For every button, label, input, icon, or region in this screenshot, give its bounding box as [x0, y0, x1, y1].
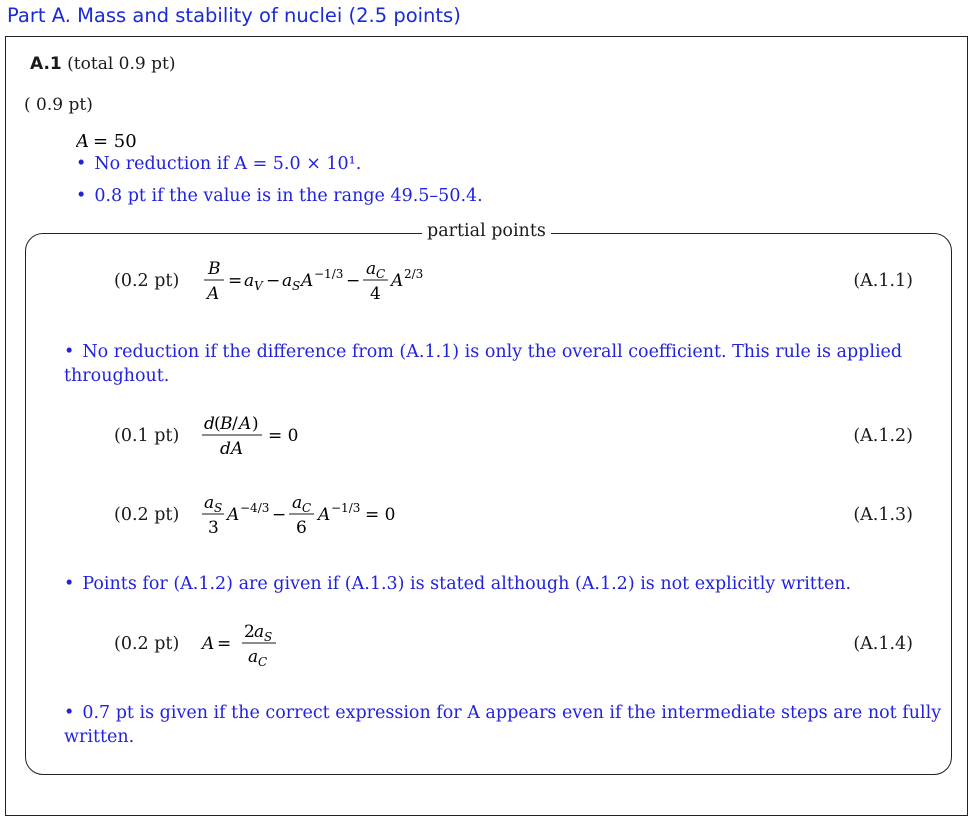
equation-row-a11 — [114, 256, 951, 306]
answer-bullet-2 — [76, 186, 483, 206]
svg-text:−: − — [272, 505, 287, 525]
partial-points-box — [25, 233, 952, 775]
svg-text:= 0: = 0 — [365, 505, 396, 525]
svg-text:−1/3: −1/3 — [314, 267, 344, 281]
svg-text:A: A — [76, 131, 89, 152]
equation-points: (0.2 pt) — [114, 505, 180, 525]
partial-points-label: partial points — [422, 221, 551, 241]
svg-text:a: a — [254, 622, 265, 642]
svg-text:S: S — [292, 279, 301, 293]
svg-text:3: 3 — [208, 518, 219, 538]
answer-bullet-1 — [76, 154, 361, 174]
svg-text:S: S — [264, 630, 273, 644]
solution-frame — [5, 36, 968, 816]
svg-text:(: ( — [214, 414, 221, 434]
svg-text:2/3: 2/3 — [404, 267, 424, 281]
svg-text:A: A — [301, 271, 314, 291]
svg-text:C: C — [302, 501, 312, 515]
svg-text:a: a — [292, 493, 303, 513]
answer-formula — [76, 129, 156, 153]
svg-text:A: A — [202, 634, 215, 654]
equation-points: (0.2 pt) — [114, 634, 180, 654]
equation-number: (A.1.2) — [853, 426, 913, 446]
question-id: A.1 — [30, 54, 62, 74]
svg-text:A: A — [207, 284, 220, 304]
svg-text:a: a — [282, 271, 293, 291]
svg-text:B: B — [208, 259, 221, 279]
svg-text:−: − — [266, 271, 281, 291]
svg-text:B: B — [220, 414, 233, 434]
question-header — [30, 54, 175, 74]
note-2 — [64, 572, 954, 596]
svg-text:S: S — [214, 501, 223, 515]
svg-text:): ) — [252, 414, 259, 434]
equation-formula-a13 — [202, 490, 462, 540]
equation-formula-a11 — [202, 256, 492, 306]
svg-text:=: = — [217, 634, 232, 654]
equation-row-a13 — [114, 490, 951, 540]
sub-points: ( 0.9 pt) — [24, 95, 93, 115]
equation-formula-a14 — [202, 619, 322, 669]
svg-text:2: 2 — [244, 622, 255, 642]
equation-number: (A.1.1) — [853, 271, 913, 291]
svg-text:6: 6 — [296, 518, 307, 538]
equation-row-a14 — [114, 619, 951, 669]
svg-text:=: = — [228, 271, 243, 291]
equation-number: (A.1.4) — [853, 634, 913, 654]
svg-text:−1/3: −1/3 — [331, 501, 361, 515]
bullet-text: • No reduction if A = 5.0 × 10¹. — [76, 154, 361, 174]
svg-text:A: A — [227, 505, 240, 525]
bullet-text: • 0.8 pt if the value is in the range 49.5–50.4. — [76, 186, 483, 206]
svg-text:−: − — [346, 271, 361, 291]
part-title: Part A. Mass and stability of nuclei (2.5 points) — [7, 4, 461, 27]
svg-text:a: a — [244, 271, 255, 291]
note-text: • Points for (A.1.2) are given if (A.1.3) is stated although (A.1.2) is not explicitly written. — [64, 574, 851, 594]
svg-text:4: 4 — [370, 284, 381, 304]
svg-text:C: C — [376, 267, 386, 281]
svg-text:= 0: = 0 — [268, 426, 299, 446]
svg-text:A: A — [318, 505, 331, 525]
question-total: (total 0.9 pt) — [67, 54, 176, 74]
svg-text:a: a — [204, 493, 215, 513]
svg-text:A: A — [391, 271, 404, 291]
svg-text:A: A — [239, 414, 252, 434]
svg-text:V: V — [254, 279, 263, 293]
svg-text:a: a — [248, 647, 259, 667]
note-1 — [64, 340, 954, 388]
svg-text:−4/3: −4/3 — [240, 501, 270, 515]
svg-text:dA: dA — [220, 439, 244, 459]
equation-number: (A.1.3) — [853, 505, 913, 525]
svg-text:C: C — [258, 655, 268, 669]
equation-formula-a12 — [202, 411, 342, 461]
equation-points: (0.1 pt) — [114, 426, 180, 446]
note-text: • No reduction if the difference from (A.1.1) is only the overall coefficient. This rule is applied throughout. — [64, 342, 902, 386]
svg-text:/: / — [232, 414, 238, 434]
svg-text:d: d — [204, 414, 215, 434]
note-3 — [64, 701, 954, 749]
equation-row-a12 — [114, 411, 951, 461]
svg-text:a: a — [366, 259, 377, 279]
equation-points: (0.2 pt) — [114, 271, 180, 291]
svg-text:= 50: = 50 — [93, 131, 137, 152]
note-text: • 0.7 pt is given if the correct expression for A appears even if the intermediate steps are not fully written. — [64, 703, 941, 747]
